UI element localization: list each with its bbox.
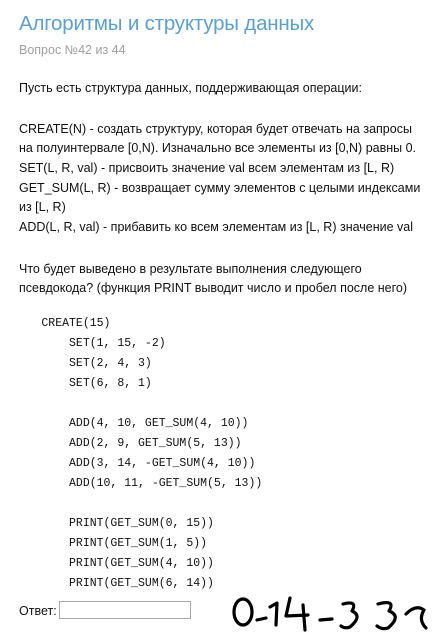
pseudocode-block — [0, 314, 262, 594]
code-line: CREATE(15) — [0, 317, 111, 330]
handwritten-digit — [234, 599, 252, 625]
question-prompt: псевдокода? (функция PRINT выводит число и пробел после него) — [19, 281, 408, 295]
operation-line: ADD(L, R, val) - прибавить ко всем элементам из [L, R) значение val — [19, 220, 414, 234]
question-progress: Вопрос №42 из 44 — [19, 43, 126, 57]
handwritten-digit — [320, 603, 357, 628]
code-line: PRINT(GET_SUM(1, 5)) — [0, 537, 208, 550]
question-intro: Пусть есть структура данных, поддерживающая операции: — [19, 81, 362, 95]
operation-line: из [L, R) — [19, 200, 66, 214]
code-line: PRINT(GET_SUM(6, 14)) — [0, 577, 214, 590]
code-line: ADD(2, 9, GET_SUM(5, 13)) — [0, 437, 242, 450]
operation-line: CREATE(N) - создать структуру, которая будет отвечать на запросы — [19, 122, 412, 136]
operation-line: на полуинтервале [0,N). Изначально все элементы из [0,N) равны 0. — [19, 141, 417, 155]
code-line: SET(1, 15, -2) — [0, 337, 166, 350]
answer-input[interactable] — [59, 601, 191, 619]
code-line: ADD(4, 10, GET_SUM(4, 10)) — [0, 417, 249, 430]
operation-line: SET(L, R, val) - присвоить значение val всем элементам из [L, R) — [19, 161, 395, 175]
handwritten-digit — [377, 603, 395, 629]
code-line: PRINT(GET_SUM(0, 15)) — [0, 517, 214, 530]
handwritten-digit — [257, 603, 277, 625]
code-line: ADD(10, 11, -GET_SUM(5, 13)) — [0, 477, 263, 490]
answer-label: Ответ: — [19, 604, 57, 618]
operation-line: GET_SUM(L, R) - возвращает сумму элементов с целыми индексами — [19, 181, 421, 195]
question-prompt: Что будет выведено в результате выполнения следующего — [19, 262, 362, 276]
code-line: SET(6, 8, 1) — [0, 377, 152, 390]
handwritten-answer — [228, 590, 433, 636]
code-line — [0, 394, 262, 414]
handwritten-digit — [406, 608, 426, 628]
code-line: SET(2, 4, 3) — [0, 357, 152, 370]
code-line: PRINT(GET_SUM(4, 10)) — [0, 557, 214, 570]
page-title: Алгоритмы и структуры данных — [19, 12, 315, 35]
handwritten-digit — [286, 598, 308, 630]
code-line: ADD(3, 14, -GET_SUM(4, 10)) — [0, 457, 256, 470]
code-line — [0, 494, 262, 514]
